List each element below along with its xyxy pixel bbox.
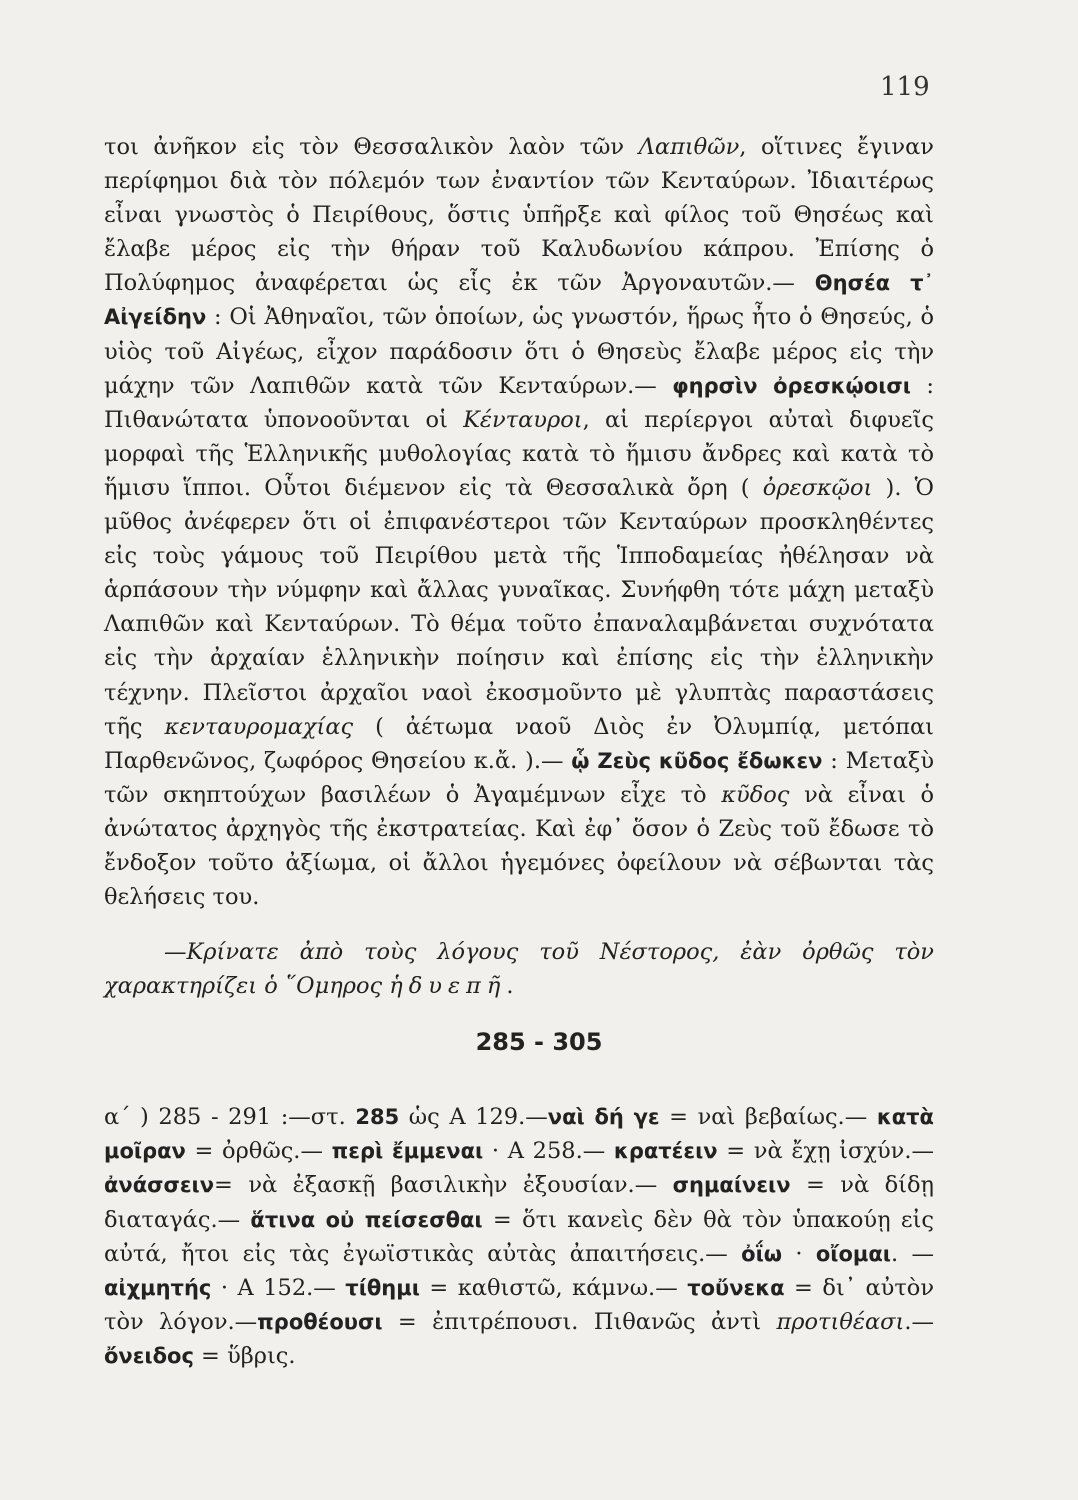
- notes-run-plain: = ναὶ βεβαίως.—: [659, 1104, 877, 1130]
- notes-run-plain: = νὰ ἐξασκῇ βασιλικὴν ἐξουσίαν.—: [214, 1172, 673, 1199]
- notes-run-plain: = νὰ ἔχῃ ἰσχύν.—: [717, 1138, 935, 1165]
- notes-run-bold: τίθημι: [345, 1276, 420, 1301]
- commentary-run-bold: φηρσὶν ὀρεσκῴοισι: [672, 373, 911, 398]
- notes-run-plain: = ὅτι κανεὶς δὲν θὰ τὸν ὑπακούῃ εἰς αὐτά, ἤτοι εἰς τὰς ἐγωϊστικὰς αὐτὰς ἀπαιτήσεις.—: [104, 1206, 934, 1267]
- notes-run-bold: 285: [355, 1105, 400, 1129]
- commentary-run-italic: Κένταυροι: [463, 406, 583, 433]
- notes-run-bold: κατὰ μοῖραν: [104, 1105, 934, 1164]
- assignment-end: .: [506, 973, 514, 999]
- notes-run-bold: ἅτινα οὐ πείσεσθαι: [250, 1207, 483, 1232]
- commentary-run-italic: κενταυρομαχίας: [164, 713, 354, 740]
- commentary-run-plain: : Πιθανώτατα ὑπονοοῦνται οἱ: [104, 372, 935, 433]
- commentary-run-italic: Λαπιθῶν: [638, 134, 740, 160]
- notes-run-plain: = νὰ δίδῃ διαταγάς.—: [104, 1172, 934, 1233]
- notes-run-bold: κρατέειν: [613, 1139, 718, 1164]
- commentary-run-plain: τοι ἀνῆκον εἰς τὸν Θεσσαλικὸν λαὸν τῶν: [104, 134, 639, 160]
- notes-run-plain: . —: [890, 1240, 934, 1267]
- commentary-run-plain: , αἱ περίεργοι αὐταὶ διφυεῖς μορφαὶ τῆς Ἑλληνικῆς μυθολογίας κατὰ τὸ ἥμισυ ἄνδρες καὶ κατὰ τὸ ἥμισυ ἵπποι. Οὗτοι διέμενον εἰς τὰ Θεσσαλικὰ ὄρη (: [104, 406, 934, 501]
- notes-run-bold: ὄνειδος: [104, 1344, 194, 1369]
- commentary-run-italic: κῦδος: [721, 781, 790, 808]
- assignment-question: [104, 935, 934, 1003]
- notes-run-bold: ναὶ δή γε: [547, 1105, 660, 1129]
- notes-run-bold: περὶ ἔμμεναι: [331, 1139, 484, 1164]
- commentary-run-plain: : Οἱ Ἀθηναῖοι, τῶν ὁποίων, ὡς γνωστόν, ἥρως ἦτο ὁ Θησεύς, ὁ υἱὸς τοῦ Αἰγέως, εἶχον παράδοσιν ὅτι ὁ Θησεὺς ἔλαβε μέρος εἰς τὴν μάχην τῶν Λαπιθῶν κατὰ τῶν Κενταύρων.—: [104, 304, 934, 399]
- page-number: 119: [880, 72, 930, 102]
- assignment-lead: —Κρίνατε ἀπὸ τοὺς λόγους τοῦ Νέστορος, ἐὰν ὀρθῶς τὸν χαρακτηρίζει ὁ ῞Ομηρος: [104, 939, 934, 999]
- notes-run-bold: τοὔνεκα: [687, 1276, 785, 1301]
- notes-run-plain: · Α 152.—: [211, 1275, 346, 1302]
- notes-run-plain: = ὀρθῶς.—: [185, 1138, 332, 1165]
- notes-run-plain: = καθιστῶ, κάμνω.—: [419, 1275, 688, 1302]
- commentary-run-bold: Θησέα τ᾽ Αἰγείδην: [104, 271, 934, 330]
- notes-run-bold: αἰχμητής: [104, 1276, 212, 1301]
- notes-run-plain: ὡς Α 129.—: [399, 1104, 548, 1130]
- notes-run-bold: ὀΐω: [741, 1241, 782, 1266]
- commentary-run-italic: ὀρεσκῷοι: [762, 474, 873, 501]
- commentary-paragraph: [104, 130, 934, 914]
- notes-run-plain: · Α 258.—: [483, 1138, 614, 1165]
- section-heading: 285 - 305: [475, 1028, 603, 1056]
- notes-run-plain: ·: [781, 1240, 816, 1267]
- notes-run-bold: ἀνάσσειν: [104, 1173, 215, 1198]
- commentary-run-plain: ). Ὁ μῦθος ἀνέφερεν ὅτι οἱ ἐπιφανέστεροι τῶν Κενταύρων προσκληθέντες εἰς τοὺς γάμους τοῦ Πειρίθου μετὰ τῆς Ἱπποδαμείας ἠθέλησαν νὰ ἁρπάσουν τὴν νύμφην καὶ ἄλλας γυναῖκας. Συνήφθη τότε μάχη μεταξὺ Λαπιθῶν καὶ Κενταύρων. Τὸ θέμα τοῦτο ἐπαναλαμβάνεται συχνότατα εἰς τὴν ἀρχαίαν ἑλληνικὴν ποίησιν καὶ ἐπίσης εἰς τὴν ἑλληνικὴν τέχνην. Πλεῖστοι ἀρχαῖοι ναοὶ ἐκοσμοῦντο μὲ γλυπτὰς παραστάσεις τῆς: [104, 474, 934, 740]
- commentary-run-bold: ᾧ Ζεὺς κῦδος ἔδωκεν: [571, 748, 823, 773]
- commentary-run-plain: : Μεταξὺ τῶν σκηπτούχων βασιλέων ὁ Ἀγαμέμνων εἶχε τὸ: [104, 747, 935, 808]
- notes-paragraph: [104, 1100, 934, 1374]
- notes-run-italic: προτιθέασι: [776, 1309, 905, 1336]
- assignment-spaced-word: ἡδυεπῆ: [389, 973, 507, 999]
- notes-run-plain: = ἐπιτρέπουσι. Πιθανῶς ἀντὶ: [382, 1309, 777, 1336]
- notes-run-plain: α´ ) 285 - 291 :—στ.: [104, 1104, 356, 1130]
- notes-run-plain: = ὕβρις.: [193, 1343, 296, 1370]
- commentary-run-plain: νὰ εἶναι ὁ ἀνώτατος ἀρχηγὸς τῆς ἐκστρατείας. Καὶ ἐφ᾽ ὅσον ὁ Ζεὺς τοῦ ἔδωσε τὸ ἔνδοξον τοῦτο ἀξίωμα, οἱ ἄλλοι ἡγεμόνες ὀφείλουν νὰ σέβωνται τὰς θελήσεις του.: [104, 781, 934, 911]
- commentary-run-plain: , οἵτινες ἔγιναν περίφημοι διὰ τὸν πόλεμόν των ἐναντίον τῶν Κενταύρων. Ἰδιαιτέρως εἶναι γνωστὸς ὁ Πειρίθους, ὅστις ὑπῆρξε καὶ φίλος τοῦ Θησέως καὶ ἔλαβε μέρος εἰς τὴν θήραν τοῦ Καλυδωνίου κάπρου. Ἐπίσης ὁ Πολύφημος ἀναφέρεται ὡς εἷς ἐκ τῶν Ἀργοναυτῶν.—: [104, 134, 934, 297]
- notes-run-bold: οἴομαι: [815, 1241, 891, 1266]
- notes-run-bold: σημαίνειν: [672, 1173, 791, 1198]
- notes-run-plain: .—: [904, 1309, 934, 1336]
- notes-run-plain: = δι᾽ αὐτὸν τὸν λόγον.—: [104, 1275, 935, 1336]
- commentary-run-plain: ( ἀέτωμα ναοῦ Διὸς ἐν Ὀλυμπίᾳ, μετόπαι Παρθενῶνος, ζωφόρος Θησείου κ.ἄ. ).—: [104, 713, 934, 774]
- notes-run-bold: προθέουσι: [257, 1310, 383, 1335]
